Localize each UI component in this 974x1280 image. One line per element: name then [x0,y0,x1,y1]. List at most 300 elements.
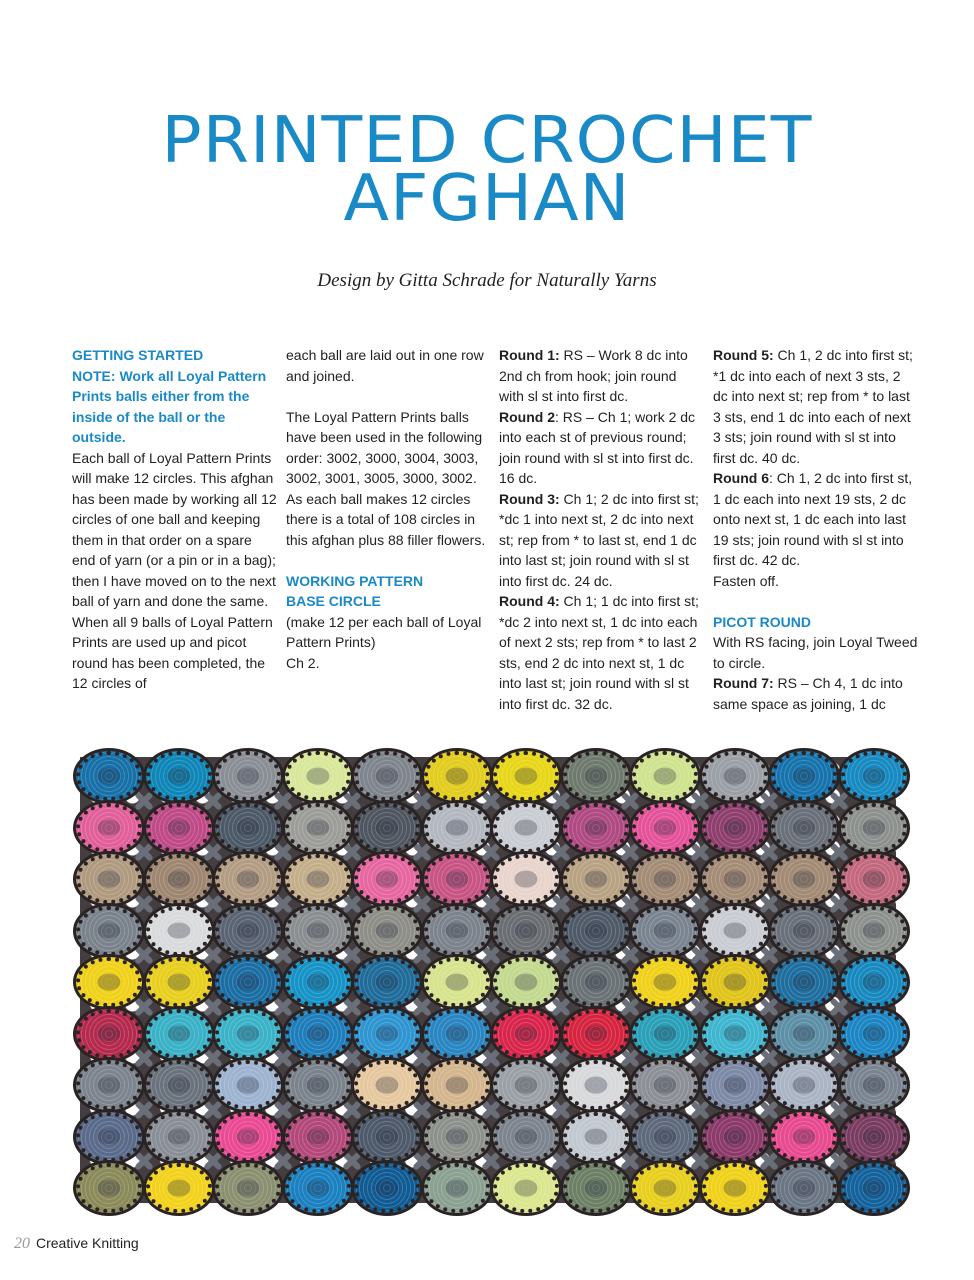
filler-flower [758,1150,780,1172]
crochet-circle [702,751,768,801]
crochet-circle [771,957,837,1007]
circle-center [584,1128,607,1145]
column-3 [499,345,704,714]
page-footer [14,1235,139,1253]
circle-center [445,1077,468,1094]
crochet-circle [215,803,281,853]
circle-center [514,1025,537,1042]
crochet-circle [215,1009,281,1059]
crochet-circle [702,1009,768,1059]
circle-center [236,974,259,991]
crochet-circle [354,803,420,853]
circle-center [306,1180,329,1197]
crochet-circle [563,1009,629,1059]
crochet-circle [632,803,698,853]
circle-center [653,1025,676,1042]
crochet-circle [702,906,768,956]
crochet-circle [76,1112,142,1162]
circle-center [445,768,468,785]
filler-flower [341,1150,363,1172]
circle-center [653,1077,676,1094]
circle-center [97,974,120,991]
filler-flower [272,1099,294,1121]
circle-center [97,1180,120,1197]
layout-paragraph: each ball are laid out in one row and joined. [286,347,484,384]
circle-center [514,1128,537,1145]
filler-flower [828,1099,850,1121]
circle-center [584,768,607,785]
circle-center [375,871,398,888]
column-1 [72,345,277,694]
total-paragraph: As each ball makes 12 circles there is a total of 108 circles in this afghan plus 88 filler flowers. [286,490,486,548]
filler-flower [272,944,294,966]
circle-center [792,768,815,785]
crochet-circle [424,1112,490,1162]
crochet-circle [771,751,837,801]
crochet-circle [424,803,490,853]
crochet-circle [493,957,559,1007]
circle-center [167,1180,190,1197]
circle-center [653,819,676,836]
circle-center [723,1077,746,1094]
circle-center [306,768,329,785]
circle-center [375,1077,398,1094]
column-4 [713,345,918,714]
round-text: RS – Ch 4, 1 dc into same space as joining, 1 dc [713,675,903,712]
crochet-circle [702,854,768,904]
circle-center [97,1077,120,1094]
filler-flower [758,996,780,1018]
filler-flower [411,996,433,1018]
filler-flower [689,1150,711,1172]
circle-center [445,974,468,991]
crochet-circle [215,751,281,801]
crochet-circle [771,906,837,956]
circle-center [862,974,885,991]
crochet-circle [285,1112,351,1162]
filler-flower [202,893,224,915]
filler-flower [272,841,294,863]
crochet-circle [702,803,768,853]
crochet-circle [146,854,212,904]
circle-center [306,922,329,939]
afghan-circle-grid [70,745,910,1217]
crochet-circle [76,854,142,904]
round-text: Ch 1; 1 dc into first st; *dc 2 into next st, 1 dc into each of next 2 sts; rep from * to last 2 sts, end 2 dc into next st, 1 dc into last st; join round with sl st into first dc. 32 dc. [499,593,699,712]
crochet-circle [771,1163,837,1213]
filler-flower [411,1047,433,1069]
filler-flower [619,1150,641,1172]
filler-flower [480,790,502,812]
filler-flower [202,841,224,863]
picot-round-heading: PICOT ROUND [713,613,811,630]
circle-center [97,1025,120,1042]
round-2 [499,407,704,489]
circle-center [167,1025,190,1042]
crochet-circle [215,854,281,904]
circle-center [167,1128,190,1145]
filler-flower [619,996,641,1018]
circle-center [723,819,746,836]
crochet-circle [146,751,212,801]
filler-flower [689,1099,711,1121]
circle-center [375,768,398,785]
crochet-circle [215,1112,281,1162]
filler-flower [550,996,572,1018]
pattern-instructions [72,345,922,715]
fasten-off: Fasten off. [713,572,779,589]
crochet-circle [493,751,559,801]
crochet-circle [632,906,698,956]
getting-started-body: Each ball of Loyal Pattern Prints will make 12 circles. This afghan has been made by working all 12 circles of one ball and keeping them in that order on a spare end of yarn (or a pin or in a bag); then I have moved on to the next ball of yarn and done the same. When all 9 balls of Loyal Pattern Prints are used up and picot round has been completed, the 12 circles of [72,449,277,691]
filler-flower [550,790,572,812]
crochet-circle [702,1060,768,1110]
filler-flower [411,841,433,863]
crochet-circle [285,1163,351,1213]
filler-flower [341,893,363,915]
crochet-circle [632,751,698,801]
filler-flower [272,996,294,1018]
filler-flower [758,841,780,863]
crochet-circle [493,1009,559,1059]
circle-center [723,871,746,888]
crochet-circle [702,957,768,1007]
crochet-circle [771,803,837,853]
filler-flower [550,893,572,915]
circle-center [236,922,259,939]
crochet-circle [76,1060,142,1110]
crochet-circle [841,854,907,904]
circle-center [167,871,190,888]
circle-center [862,1077,885,1094]
crochet-circle [76,751,142,801]
round-text: : Ch 1, 2 dc into first st, 1 dc each into next 19 sts, 2 dc onto next st, 1 dc each into last 19 sts; join round with sl st into first dc. 42 dc. [713,470,913,568]
crochet-circle [215,1163,281,1213]
filler-flower [411,944,433,966]
round-label: Round 1: [499,347,560,363]
crochet-circle [146,957,212,1007]
filler-flower [133,944,155,966]
circle-center [514,768,537,785]
crochet-circle [215,957,281,1007]
round-7 [713,673,918,714]
crochet-circle [771,854,837,904]
circle-center [514,974,537,991]
filler-flower [689,841,711,863]
crochet-circle [354,957,420,1007]
circle-center [723,1128,746,1145]
circle-center [584,1077,607,1094]
crochet-circle [76,1163,142,1213]
filler-flower [828,1047,850,1069]
filler-flower [828,1150,850,1172]
picot-instructions: With RS facing, join Loyal Tweed to circle. [713,634,918,671]
crochet-circle [771,1060,837,1110]
filler-flower [758,1047,780,1069]
round-text: : RS – Ch 1; work 2 dc into each st of previous round; join round with sl st into first dc. 16 dc. [499,408,696,486]
circle-center [653,871,676,888]
filler-flower [341,790,363,812]
round-5 [713,345,918,468]
circle-center [97,922,120,939]
crochet-circle [76,803,142,853]
circle-center [723,974,746,991]
working-pattern-heading: WORKING PATTERN [286,572,424,589]
round-4 [499,591,704,714]
circle-center [97,1128,120,1145]
crochet-circle [632,1163,698,1213]
getting-started-heading: GETTING STARTED [72,347,204,363]
crochet-circle [841,957,907,1007]
circle-center [653,922,676,939]
circle-center [792,1025,815,1042]
circle-center [375,1025,398,1042]
filler-flower [202,1150,224,1172]
crochet-circle [702,1112,768,1162]
crochet-circle [493,1060,559,1110]
filler-flower [133,790,155,812]
circle-center [584,1180,607,1197]
crochet-circle [146,906,212,956]
crochet-circle [354,1163,420,1213]
crochet-circle [424,906,490,956]
circle-center [653,768,676,785]
ball-order-paragraph: The Loyal Pattern Prints balls have been used in the following order: 3002, 3000, 3004, 3003, 3002, 3001, 3005, 3000, 3002. [286,408,483,486]
crochet-circle [285,751,351,801]
circle-center [306,871,329,888]
designer-byline: Design by Gitta Schrade for Naturally Yarns [317,270,657,291]
circle-center [792,1180,815,1197]
crochet-circle [354,751,420,801]
circle-center [97,768,120,785]
round-6 [713,468,918,571]
magazine-name: Creative Knitting [36,1235,139,1251]
filler-flower [619,1099,641,1121]
filler-flower [689,893,711,915]
circle-center [514,871,537,888]
circle-center [792,1077,815,1094]
circle-center [792,819,815,836]
crochet-circle [632,1060,698,1110]
filler-flower [133,1047,155,1069]
circle-center [862,768,885,785]
circle-center [792,974,815,991]
circle-center [862,1025,885,1042]
filler-flower [480,996,502,1018]
crochet-circle [215,1060,281,1110]
filler-flower [341,1047,363,1069]
circle-center [514,819,537,836]
circle-center [514,1077,537,1094]
crochet-circle [841,803,907,853]
filler-flower [480,944,502,966]
circle-center [723,1180,746,1197]
filler-flower [202,996,224,1018]
filler-flower [202,944,224,966]
filler-flower [828,944,850,966]
circle-center [653,1180,676,1197]
crochet-circle [354,1112,420,1162]
circle-center [862,819,885,836]
filler-flower [550,1150,572,1172]
spacer [286,386,491,407]
crochet-circle [563,906,629,956]
circle-center [584,974,607,991]
crochet-circle [76,906,142,956]
article-title [0,104,974,236]
circle-center [375,922,398,939]
filler-flower [689,944,711,966]
filler-flower [480,893,502,915]
circle-center [862,1128,885,1145]
crochet-circle [841,751,907,801]
crochet-circle [563,854,629,904]
filler-flower [550,841,572,863]
filler-flower [411,790,433,812]
filler-flower [619,790,641,812]
crochet-circle [285,803,351,853]
circle-center [584,871,607,888]
crochet-circle [285,854,351,904]
title-line-1: PRINTED CROCHET [161,104,813,178]
circle-center [862,922,885,939]
circle-center [792,871,815,888]
crochet-circle [841,1163,907,1213]
crochet-circle [841,1009,907,1059]
filler-flower [480,1099,502,1121]
filler-flower [758,790,780,812]
crochet-circle [354,1009,420,1059]
crochet-circle [771,1009,837,1059]
filler-flower [828,841,850,863]
crochet-circle [632,957,698,1007]
circle-center [445,922,468,939]
crochet-circle [146,803,212,853]
circle-center [792,1128,815,1145]
filler-flower [828,893,850,915]
circle-center [375,819,398,836]
filler-flower [341,944,363,966]
circle-center [97,871,120,888]
crochet-circle [424,1060,490,1110]
round-text: Ch 1, 2 dc into first st; *1 dc into each of next 3 sts, 2 dc into next st; rep from * to last 3 sts, end 1 dc into each of next 3 sts; join round with sl st into first dc. 40 dc. [713,347,913,466]
crochet-circle [563,957,629,1007]
filler-flower [550,944,572,966]
crochet-circle [563,1060,629,1110]
spacer [713,591,918,612]
circle-center [167,819,190,836]
circle-center [236,1128,259,1145]
crochet-circle [493,906,559,956]
crochet-circle [424,1009,490,1059]
filler-flower [480,841,502,863]
crochet-circle [771,1112,837,1162]
page-number: 20 [14,1235,30,1252]
crochet-circle [354,854,420,904]
round-label: Round 5: [713,347,774,363]
circle-center [306,974,329,991]
afghan-photo [70,745,910,1217]
round-label: Round 6 [713,470,769,486]
filler-flower [133,841,155,863]
round-label: Round 2 [499,408,555,425]
circle-center [584,922,607,939]
crochet-circle [424,751,490,801]
crochet-circle [76,957,142,1007]
filler-flower [133,893,155,915]
circle-center [306,819,329,836]
crochet-circle [563,803,629,853]
circle-center [167,974,190,991]
filler-flower [202,1047,224,1069]
spacer [286,550,491,571]
circle-center [236,1077,259,1094]
circle-center [306,1025,329,1042]
circle-center [514,1180,537,1197]
circle-center [236,768,259,785]
circle-center [306,1128,329,1145]
filler-flower [689,790,711,812]
chain-instruction: Ch 2. [286,654,320,671]
circle-center [723,922,746,939]
circle-center [445,871,468,888]
crochet-circle [285,957,351,1007]
circle-center [653,1128,676,1145]
filler-flower [133,996,155,1018]
filler-flower [272,1047,294,1069]
crochet-circle [841,1112,907,1162]
circle-center [445,819,468,836]
circle-center [375,1128,398,1145]
filler-flower [758,1099,780,1121]
filler-flower [828,996,850,1018]
filler-flower [411,893,433,915]
crochet-circle [146,1112,212,1162]
crochet-circle [146,1009,212,1059]
crochet-circle [354,1060,420,1110]
circle-center [167,1077,190,1094]
circle-center [236,819,259,836]
base-circle-heading: BASE CIRCLE [286,593,381,609]
filler-flower [758,893,780,915]
filler-flower [341,1099,363,1121]
filler-flower [341,996,363,1018]
filler-flower [619,841,641,863]
filler-flower [550,1047,572,1069]
round-text: RS – Work 8 dc into 2nd ch from hook; join round with sl st into first dc. [499,347,688,404]
circle-center [584,819,607,836]
circle-center [862,871,885,888]
circle-center [445,1128,468,1145]
filler-flower [480,1047,502,1069]
circle-center [306,1077,329,1094]
round-label: Round 7: [713,675,774,691]
filler-flower [202,1099,224,1121]
crochet-circle [285,906,351,956]
filler-flower [202,790,224,812]
crochet-circle [493,1112,559,1162]
filler-flower [828,790,850,812]
crochet-circle [493,1163,559,1213]
round-3 [499,489,704,592]
circle-center [445,1025,468,1042]
circle-center [236,1180,259,1197]
filler-flower [550,1099,572,1121]
title-line-2: AFGHAN [343,162,631,236]
crochet-circle [146,1163,212,1213]
circle-center [445,1180,468,1197]
crochet-circle [841,906,907,956]
